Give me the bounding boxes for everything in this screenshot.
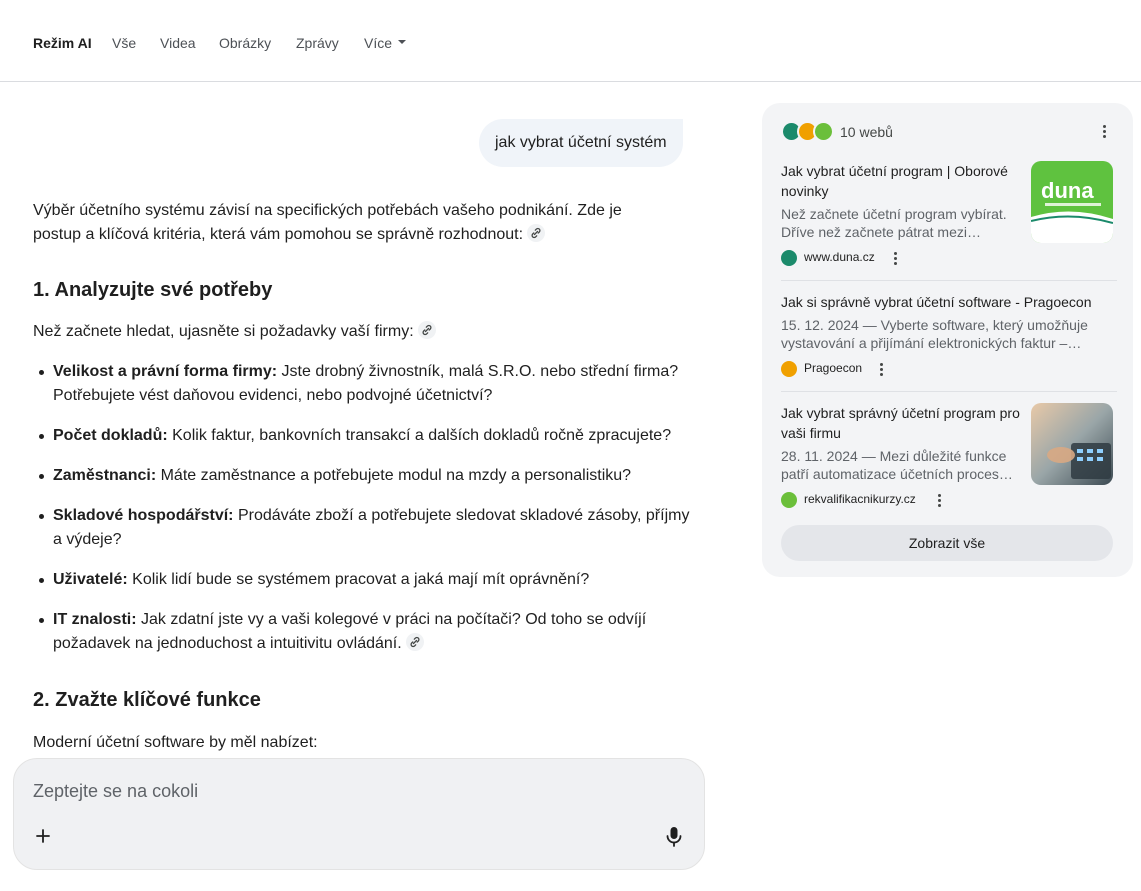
ask-input[interactable] xyxy=(33,777,633,805)
list-item xyxy=(53,568,693,592)
list-item-text: Kolik lidí bude se systémem pracovat a jaká mají mít oprávnění? xyxy=(127,571,590,588)
source-site-name: rekvalifikacnikurzy.cz xyxy=(804,492,916,506)
sources-count: 10 webů xyxy=(840,124,893,140)
sources-panel xyxy=(762,103,1133,577)
source-site-name: www.duna.cz xyxy=(804,250,875,264)
top-navigation xyxy=(0,0,1141,82)
tab-more[interactable] xyxy=(364,35,406,51)
section1-lead-text: Než začnete hledat, ujasněte si požadavky vaší firmy: xyxy=(33,323,414,340)
ask-box xyxy=(13,758,705,870)
source-site xyxy=(781,491,961,509)
link-icon[interactable] xyxy=(406,633,424,651)
divider xyxy=(781,280,1117,281)
section-heading-features: 2. Zvažte klíčové funkce xyxy=(33,689,261,711)
list-item-term: IT znalosti: xyxy=(53,611,137,628)
source-snippet: Než začnete účetní program vybírat. Dříve než začnete pátrat mezi… xyxy=(781,206,1007,240)
list-item xyxy=(53,608,693,656)
list-item-text: Jak zdatní jste vy a vaši kolegové v práci na počítači? Od toho se odvíjí požadavek na jednoduchost a intuitivitu ovládání. xyxy=(53,611,647,652)
more-vert-icon[interactable] xyxy=(1096,123,1112,139)
divider xyxy=(781,391,1117,392)
list-item xyxy=(53,464,693,488)
list-item xyxy=(53,424,693,448)
link-icon[interactable] xyxy=(527,224,545,242)
source-snippet: 15. 12. 2024 — Vyberte software, který umožňuje vystavování a přijímání elektronických faktur –… xyxy=(781,317,1088,351)
more-vert-icon[interactable] xyxy=(887,250,903,266)
answer-intro xyxy=(33,199,673,247)
duna-favicon-icon xyxy=(781,250,797,266)
source-thumbnail xyxy=(1031,403,1113,485)
plus-icon[interactable] xyxy=(32,825,54,847)
list-item-term: Velikost a právní forma firmy: xyxy=(53,363,278,380)
tab-images[interactable]: Obrázky xyxy=(219,35,272,51)
favicon-stack xyxy=(781,121,837,143)
more-vert-icon[interactable] xyxy=(873,361,889,377)
list-item-term: Uživatelé: xyxy=(53,571,128,588)
tab-news[interactable]: Zprávy xyxy=(296,35,339,51)
microphone-icon[interactable] xyxy=(664,825,684,849)
source-site xyxy=(781,249,921,267)
tab-more-label: Více xyxy=(364,35,393,51)
tab-ai-mode[interactable]: Režim AI xyxy=(33,35,92,51)
sources-header[interactable] xyxy=(781,121,1121,143)
user-query-bubble: jak vybrat účetní systém xyxy=(479,119,683,167)
caret-down-icon xyxy=(398,40,406,44)
list-item xyxy=(53,504,693,552)
source-title[interactable]: Jak si správně vybrat účetní software - Pragoecon xyxy=(781,294,1092,310)
list-item-text: Kolik faktur, bankovních transakcí a dalších dokladů ročně zpracujete? xyxy=(167,427,672,444)
more-vert-icon[interactable] xyxy=(931,492,947,508)
duna-logo-text: duna xyxy=(1041,178,1094,203)
link-icon[interactable] xyxy=(418,321,436,339)
rekval-favicon-icon xyxy=(781,492,797,508)
section1-lead xyxy=(33,320,673,344)
show-all-button[interactable]: Zobrazit vše xyxy=(781,525,1113,561)
source-card[interactable] xyxy=(781,403,1115,511)
source-snippet: 28. 11. 2024 — Mezi důležité funkce patří automatizace účetních proces… xyxy=(781,448,1013,482)
list-item-term: Počet dokladů: xyxy=(53,427,168,444)
rekval-favicon-icon xyxy=(813,121,834,142)
tab-all[interactable]: Vše xyxy=(112,35,137,51)
source-site xyxy=(781,360,901,378)
section2-lead: Moderní účetní software by měl nabízet: xyxy=(33,734,318,751)
pragoecon-favicon-icon xyxy=(781,361,797,377)
source-title[interactable]: Jak vybrat správný účetní program pro vaši firmu xyxy=(781,405,1020,441)
list-item xyxy=(53,360,693,408)
source-title[interactable]: Jak vybrat účetní program | Oborové novinky xyxy=(781,163,1008,199)
list-item-term: Skladové hospodářství: xyxy=(53,507,234,524)
source-site-name: Pragoecon xyxy=(804,361,863,375)
list-item-text: Máte zaměstnance a potřebujete modul na mzdy a personalistiku? xyxy=(156,467,632,484)
tab-videos[interactable]: Videa xyxy=(160,35,196,51)
list-item-term: Zaměstnanci: xyxy=(53,467,157,484)
answer-intro-text: Výběr účetního systému závisí na specifických potřebách vašeho podnikání. Zde je postup a klíčová kritéria, která vám pomohou se správně rozhodnout: xyxy=(33,202,622,243)
source-card[interactable] xyxy=(781,161,1115,269)
section-heading-needs: 1. Analyzujte své potřeby xyxy=(33,279,273,301)
source-thumbnail xyxy=(1031,161,1113,243)
list-item-text: Prodáváte zboží a potřebujete sledovat skladové zásoby, příjmy a výdeje? xyxy=(53,507,690,548)
source-card[interactable] xyxy=(781,292,1115,380)
list-item-text: Jste drobný živnostník, malá S.R.O. nebo střední firma? Potřebujete vést daňovou evidenci, nebo podvojné účetnictví? xyxy=(53,363,679,404)
